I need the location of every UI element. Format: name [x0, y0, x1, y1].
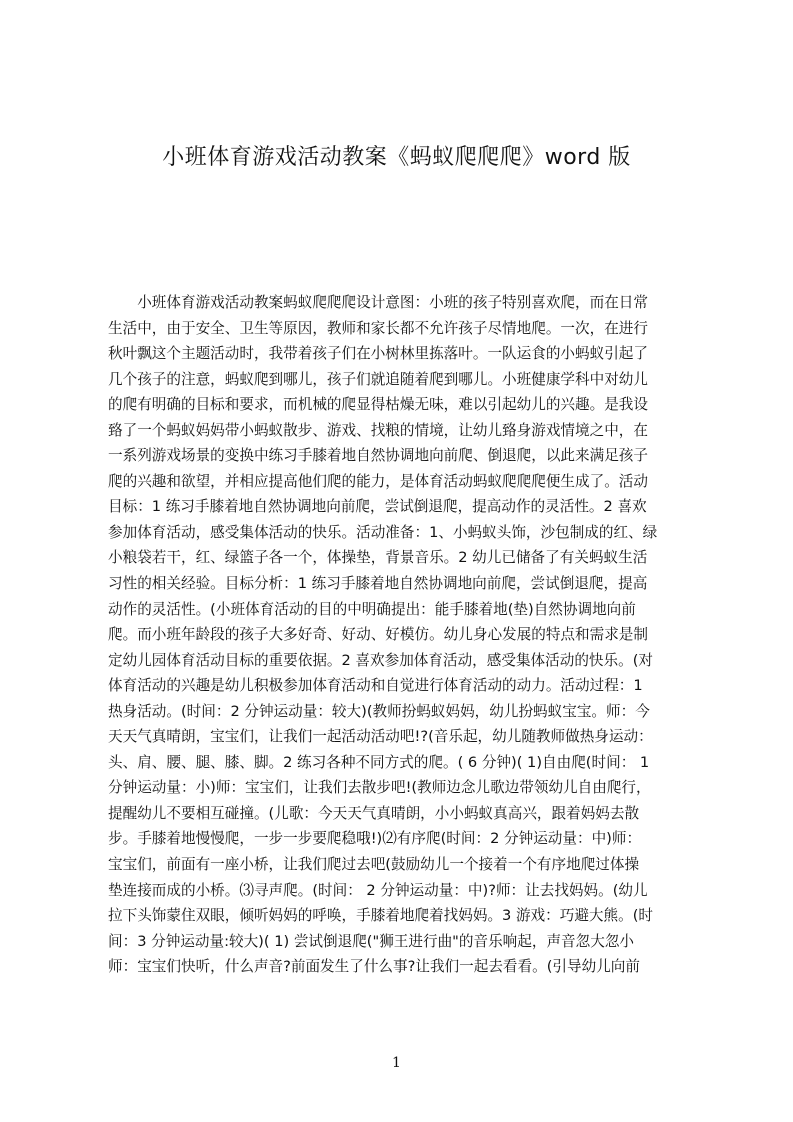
- body-text-line: 宝宝们，前面有一座小桥，让我们爬过去吧(鼓励幼儿一个接着一个有序地爬过体操: [108, 856, 640, 874]
- body-text-line: 生活中，由于安全、卫生等原因，教师和家长都不允许孩子尽情地爬。一次，在进行: [108, 319, 648, 337]
- body-text-line: 分钟运动量：小)师：宝宝们，让我们去散步吧!(教师边念儿歌边带领幼儿自由爬行，: [108, 779, 651, 797]
- body-text-line: 小粮袋若干，红、绿篮子各一个，体操垫，背景音乐。2 幼儿已储备了有关蚂蚁生活: [108, 549, 648, 567]
- body-text-line: 几个孩子的注意，蚂蚁爬到哪儿，孩子们就追随着爬到哪儿。小班健康学科中对幼儿: [108, 370, 648, 388]
- body-text-line: 小班体育游戏活动教案蚂蚁爬爬爬设计意图：小班的孩子特别喜欢爬，而在日常: [108, 294, 648, 311]
- body-text-line: 的爬有明确的目标和要求，而机械的爬显得枯燥无味，难以引起幼儿的兴趣。是我设: [108, 396, 648, 414]
- body-text-line: 目标：1 练习手膝着地自然协调地向前爬，尝试倒退爬，提高动作的灵活性。2 喜欢: [108, 498, 647, 516]
- body-text-line: 头、肩、腰、腿、膝、脚。2 练习各种不同方式的爬。( 6 分钟)( 1)自由爬(时间： 1: [108, 753, 650, 771]
- document-body: [108, 290, 697, 980]
- body-text-line: 体育活动的兴趣是幼儿积极参加体育活动和自觉进行体育活动的动力。活动过程：1: [108, 677, 643, 695]
- body-text-line: 爬。而小班年龄段的孩子大多好奇、好动、好模仿。幼儿身心发展的特点和需求是制: [108, 626, 648, 644]
- body-text-line: 热身活动。(时间：2 分钟运动量：较大)(教师扮蚂蚁妈妈，幼儿扮蚂蚁宝宝。师：今: [108, 702, 650, 720]
- body-text-line: 参加体育活动，感受集体活动的快乐。活动准备：1、小蚂蚁头饰，沙包制成的红、绿: [108, 523, 658, 541]
- body-text-line: 爬的兴趣和欲望，并相应提高他们爬的能力，是体育活动蚂蚁爬爬爬便生成了。活动: [108, 472, 648, 490]
- body-text-line: 间：3 分钟运动量:较大)( 1) 尝试倒退爬("狮王进行曲"的音乐响起，声音忽大忽小: [108, 932, 635, 950]
- body-text-line: 动作的灵活性。(小班体育活动的目的中明确提出：能手膝着地(垫)自然协调地向前: [108, 600, 636, 618]
- body-text-line: 一系列游戏场景的变换中练习手膝着地自然协调地向前爬、倒退爬，以此来满足孩子: [108, 447, 648, 465]
- body-text-line: 天天气真晴朗，宝宝们，让我们一起活动活动吧!?(音乐起，幼儿随教师做热身运动：: [108, 728, 653, 746]
- body-text-line: 步。手膝着地慢慢爬，一步一步要爬稳哦!)⑵有序爬(时间：2 分钟运动量：中)师：: [108, 830, 642, 848]
- body-text-line: 秋叶飘这个主题活动时，我带着孩子们在小树林里拣落叶。一队运食的小蚂蚁引起了: [108, 345, 648, 363]
- body-text-line: 垫连接而成的小桥。⑶寻声爬。(时间： 2 分钟运动量：中)?师：让去找妈妈。(幼儿: [108, 881, 648, 899]
- body-text-line: 拉下头饰蒙住双眼，倾听妈妈的呼唤，手膝着地爬着找妈妈。3 游戏：巧避大熊。(时: [108, 907, 653, 925]
- body-text-line: 师：宝宝们快听，什么声音?前面发生了什么事?让我们一起去看看。(引导幼儿向前: [108, 958, 640, 976]
- body-text-line: 提醒幼儿不要相互碰撞。(儿歌：今天天气真晴朗，小小蚂蚁真高兴，跟着妈妈去散: [108, 804, 640, 822]
- body-text-line: 定幼儿园体育活动目标的重要依据。2 喜欢参加体育活动，感受集体活动的快乐。(对: [108, 651, 653, 669]
- body-text-line: 习性的相关经验。目标分析：1 练习手膝着地自然协调地向前爬，尝试倒退爬，提高: [108, 575, 648, 593]
- body-text-line: 臵了一个蚂蚁妈妈带小蚂蚁散步、游戏、找粮的情境，让幼儿臵身游戏情境之中，在: [108, 421, 648, 439]
- document-title: 小班体育游戏活动教案《蚂蚁爬爬爬》word 版: [162, 145, 631, 170]
- page-number: 1: [392, 1055, 401, 1071]
